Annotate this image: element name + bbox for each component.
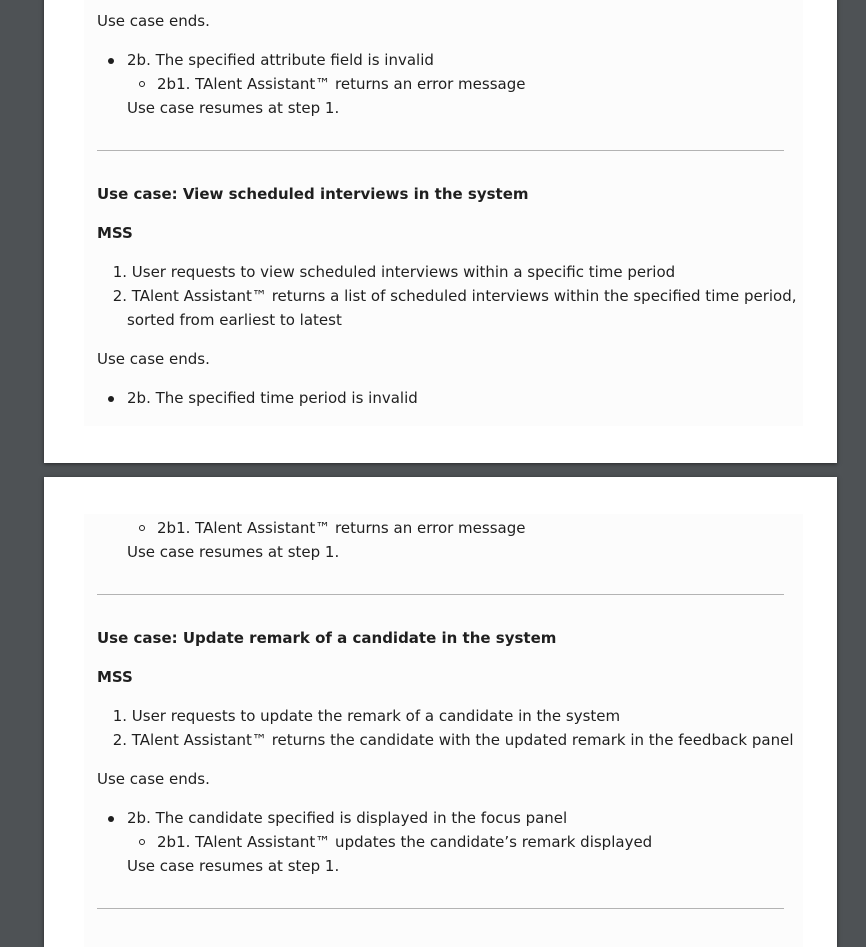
use-case-heading: Use case: Update remark of a candidate in the system — [97, 629, 557, 647]
step-text-continuation: sorted from earliest to latest — [127, 311, 342, 329]
mss-step — [105, 284, 797, 308]
section-divider — [97, 594, 784, 595]
extension-2b-item: 2b. The specified attribute field is invalid — [127, 48, 434, 72]
step-number: 2. — [112, 287, 127, 305]
step-text: User requests to update the remark of a candidate in the system — [131, 707, 621, 725]
extension-2b1-item: 2b1. TAlent Assistant™ returns an error message — [157, 72, 525, 96]
extension-2b-item: 2b. The specified time period is invalid — [127, 386, 418, 410]
use-case-ends-text: Use case ends. — [97, 770, 210, 788]
use-case-heading: Use case: View scheduled interviews in the system — [97, 185, 529, 203]
step-text: TAlent Assistant™ returns the candidate with the updated remark in the feedback panel — [131, 731, 794, 749]
mss-step — [105, 260, 675, 284]
document-page-2 — [44, 477, 837, 947]
step-text: User requests to view scheduled interviews within a specific time period — [131, 263, 676, 281]
extension-2b1-item: 2b1. TAlent Assistant™ updates the candidate’s remark displayed — [157, 830, 652, 854]
use-case-resumes-text: Use case resumes at step 1. — [127, 99, 340, 117]
mss-heading: MSS — [97, 668, 133, 686]
use-case-ends-text: Use case ends. — [97, 350, 210, 368]
extension-2b1-item: 2b1. TAlent Assistant™ returns an error message — [157, 516, 525, 540]
mss-step — [105, 728, 793, 752]
mss-heading: MSS — [97, 224, 133, 242]
section-divider — [97, 150, 784, 151]
document-page-1 — [44, 0, 837, 463]
step-number: 1. — [112, 707, 127, 725]
use-case-resumes-text: Use case resumes at step 1. — [127, 857, 340, 875]
extension-2b-item: 2b. The candidate specified is displayed in the focus panel — [127, 806, 567, 830]
step-number: 1. — [112, 263, 127, 281]
step-number: 2. — [112, 731, 127, 749]
use-case-ends-text: Use case ends. — [97, 12, 210, 30]
mss-step — [105, 704, 620, 728]
section-divider — [97, 908, 784, 909]
use-case-resumes-text: Use case resumes at step 1. — [127, 543, 340, 561]
step-text: TAlent Assistant™ returns a list of scheduled interviews within the specified time period, — [131, 287, 797, 305]
